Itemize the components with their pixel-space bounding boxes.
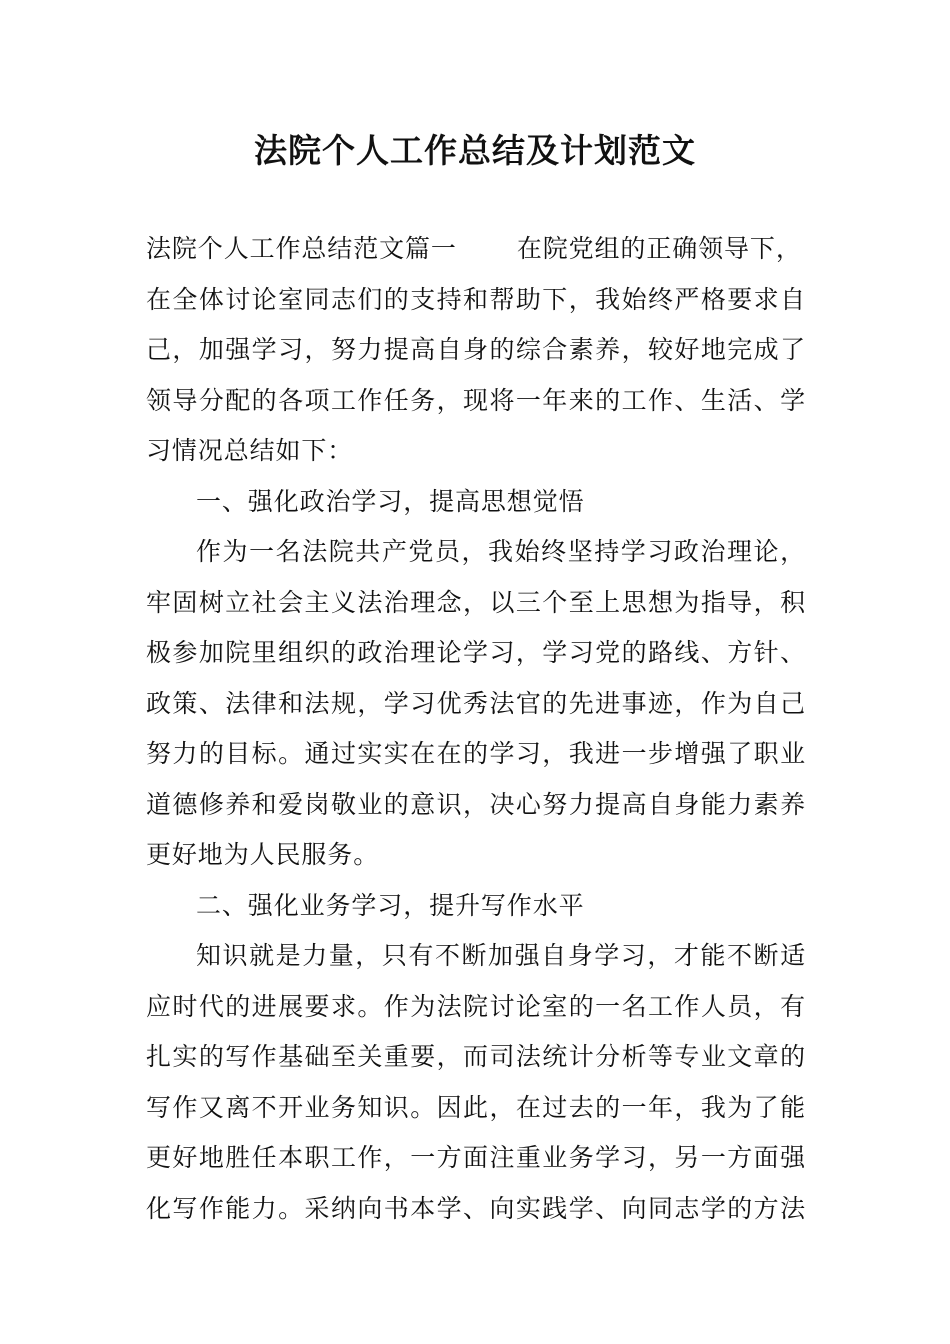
section-heading: 法院个人工作总结范文篇一 — [146, 234, 457, 263]
paragraph-line: 更好地为人民服务。 — [146, 840, 380, 869]
paragraph-line: 己，加强学习，努力提高自身的综合素养，较好地完成了 — [146, 335, 806, 364]
paragraph-line: 更好地胜任本职工作，一方面注重业务学习，另一方面强 — [146, 1143, 806, 1172]
paragraph-line: 知识就是力量，只有不断加强自身学习，才能不断适 — [196, 941, 806, 970]
paragraph-line: 牢固树立社会主义法治理念，以三个至上思想为指导，积 — [146, 587, 806, 617]
paragraph-line: 化写作能力。采纳向书本学、向实践学、向同志学的方法 — [146, 1193, 806, 1223]
paragraph-line: 道德修养和爱岗敬业的意识，决心努力提高自身能力素养 — [146, 789, 806, 819]
paragraph-line: 应时代的进展要求。作为法院讨论室的一名工作人员，有 — [146, 991, 806, 1021]
paragraph-line: 极参加院里组织的政治理论学习，学习党的路线、方针、 — [146, 638, 806, 667]
paragraph-text: 在院党组的正确领导下， — [516, 234, 802, 263]
paragraph-line: 领导分配的各项工作任务，现将一年来的工作、生活、学 — [146, 385, 806, 415]
paragraph-line: 作为一名法院共产党员，我始终坚持学习政治理论， — [196, 537, 806, 566]
paragraph-line: 在全体讨论室同志们的支持和帮助下，我始终严格要求自 — [146, 284, 806, 314]
document-body — [146, 224, 806, 1234]
paragraph-line — [146, 224, 806, 275]
paragraph-line: 习情况总结如下： — [146, 436, 354, 465]
document-title: 法院个人工作总结及计划范文 — [254, 131, 696, 170]
paragraph-line: 政策、法律和法规，学习优秀法官的先进事迹，作为自己 — [146, 688, 806, 718]
section-heading: 二、强化业务学习，提升写作水平 — [196, 890, 585, 920]
paragraph-line: 写作又离不开业务知识。因此，在过去的一年，我为了能 — [146, 1092, 806, 1122]
paragraph-line: 努力的目标。通过实实在在的学习，我进一步增强了职业 — [146, 739, 806, 768]
paragraph-line: 扎实的写作基础至关重要，而司法统计分析等专业文章的 — [146, 1042, 806, 1071]
section-heading: 一、强化政治学习，提高思想觉悟 — [196, 486, 585, 516]
